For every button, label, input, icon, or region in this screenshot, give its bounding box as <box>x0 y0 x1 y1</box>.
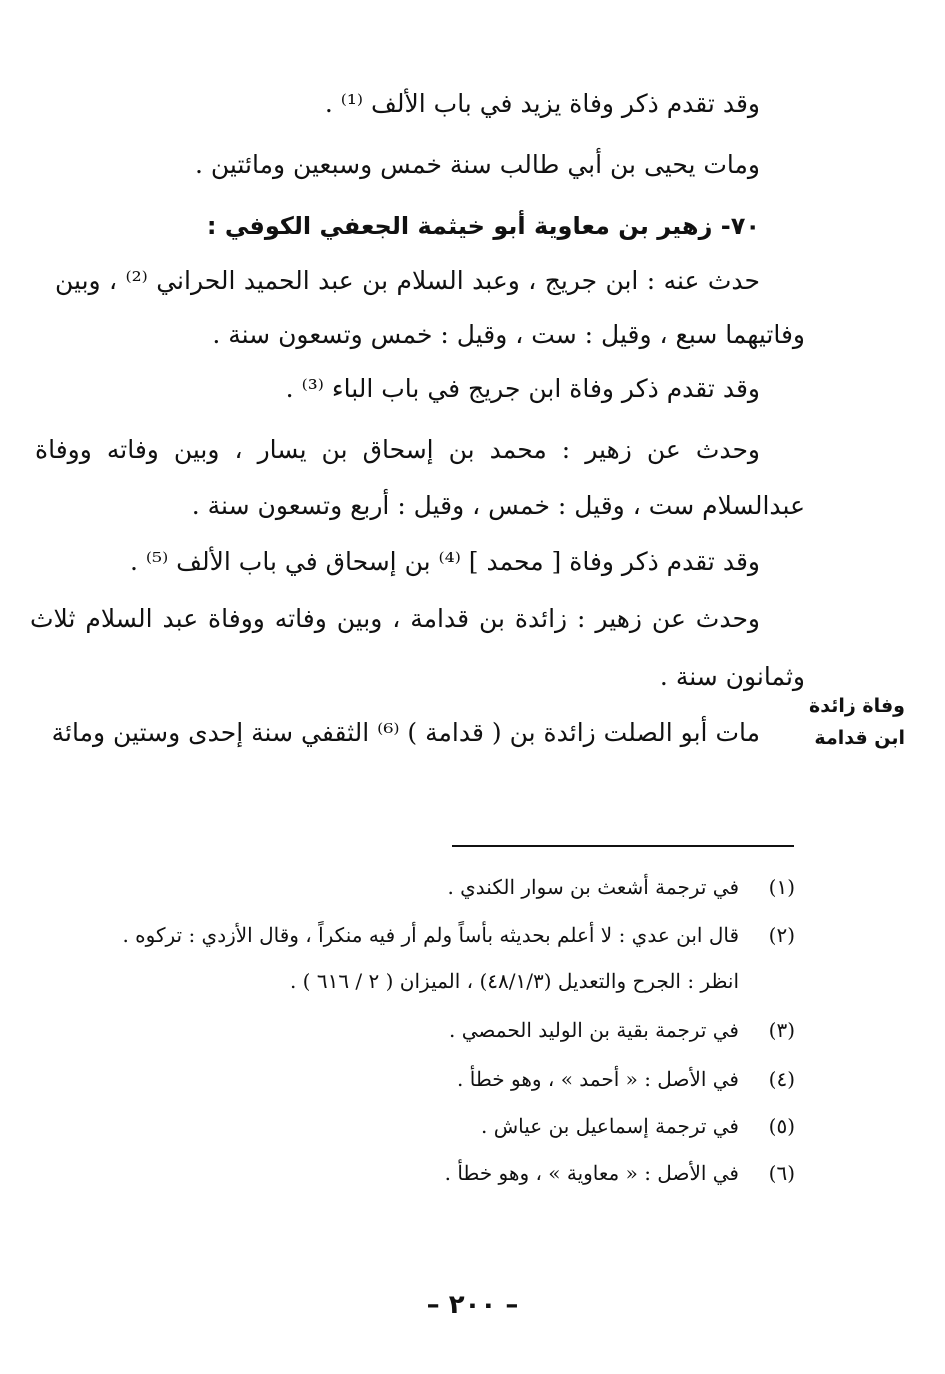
footnote-text: قال ابن عدي : لا أعلم بحديثه بأساً ولم أر فيه منكراً ، وقال الأزدي : تركوه . <box>122 923 739 947</box>
footnote <box>449 1015 795 1045</box>
margin-note-line: وفاة زائدة <box>809 695 905 717</box>
body-line: وقد تقدم ذكر وفاة يزيد في باب الألف ⁽¹⁾ . <box>324 89 760 118</box>
page-number: – ٢٠٠ – <box>426 1290 519 1320</box>
body-line: وحدث عن زهير : زائدة بن قدامة ، وبين وفاته ووفاة عبد السلام ثلاث <box>30 604 760 633</box>
footnote <box>445 1158 795 1188</box>
footnote-text: في ترجمة بقية بن الوليد الحمصي . <box>449 1018 739 1042</box>
body-line: وفاتيهما سبع ، وقيل : ست ، وقيل : خمس وتسعون سنة . <box>212 320 805 349</box>
footnote-text: انظر : الجرح والتعديل (٤٨/١/٣) ، الميزان ( ٢ / ٦١٦ ) . <box>289 969 739 993</box>
footnote-number: (٥) <box>768 1114 795 1138</box>
footnote <box>122 920 795 950</box>
body-line: عبدالسلام ست ، وقيل : خمس ، وقيل : أربع وتسعون سنة . <box>191 491 805 520</box>
footnote-number: (٣) <box>768 1018 795 1042</box>
footnote-text: في ترجمة إسماعيل بن عياش . <box>481 1114 739 1138</box>
footnote-text: في ترجمة أشعث بن سوار الكندي . <box>447 875 739 899</box>
body-line: وثمانون سنة . <box>659 662 805 691</box>
body-line: وحدث عن زهير : محمد بن إسحاق بن يسار ، وبين وفاته ووفاة <box>35 435 760 464</box>
margin-note <box>810 690 905 754</box>
footnote-number: (١) <box>768 875 795 899</box>
footnote-text: في الأصل : « معاوية » ، وهو خطأ . <box>444 1161 739 1185</box>
footnote <box>481 1111 795 1141</box>
footnote-text: في الأصل : « أحمد » ، وهو خطأ . <box>457 1067 739 1091</box>
body-line: وقد تقدم ذكر وفاة [ محمد ] ⁽⁴⁾ بن إسحاق في باب الألف ⁽⁵⁾ . <box>129 547 760 576</box>
footnote-number: (٤) <box>768 1067 795 1091</box>
footnote <box>457 1064 795 1094</box>
footnote-number: (٦) <box>768 1161 795 1185</box>
footnote <box>447 872 795 902</box>
footnote-separator <box>452 845 794 847</box>
body-line: مات أبو الصلت زائدة بن ( قدامة ) ⁽⁶⁾ الثقفي سنة إحدى وستين ومائة <box>51 718 760 747</box>
body-line: وقد تقدم ذكر وفاة ابن جريج في باب الباء ⁽³⁾ . <box>285 374 760 403</box>
footnote-number: (٢) <box>768 923 795 947</box>
body-line: حدث عنه : ابن جريج ، وعبد السلام بن عبد الحميد الحراني ⁽²⁾ ، وبين <box>55 266 760 295</box>
footnote <box>290 966 795 996</box>
entry-heading: ٧٠- زهير بن معاوية أبو خيثمة الجعفي الكوفي : <box>206 212 760 240</box>
margin-note-line: ابن قدامة <box>814 727 905 749</box>
body-line: ومات يحيى بن أبي طالب سنة خمس وسبعين ومائتين . <box>194 150 760 179</box>
